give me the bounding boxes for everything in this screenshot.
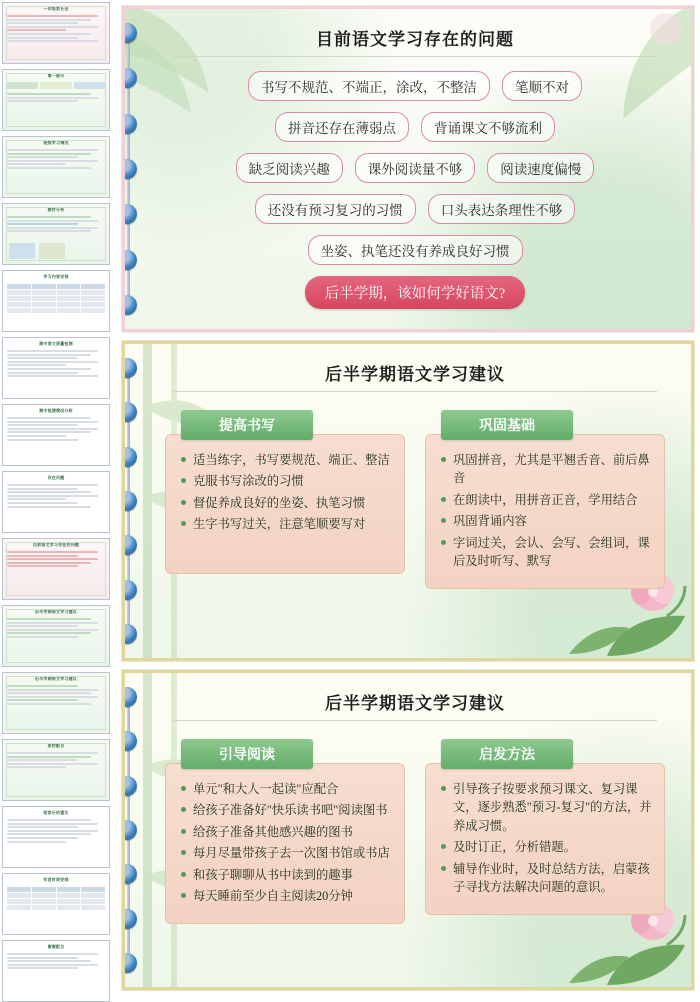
slide-thumbnail[interactable]: [2, 270, 110, 332]
slide-thumbnail[interactable]: [2, 739, 110, 801]
thumb-title: 后半学期语文学习建议: [35, 676, 77, 681]
thumb-body: [3, 953, 109, 969]
suggestion-panel: [165, 410, 405, 589]
list-item: 克服书写涂改的习惯: [180, 472, 392, 490]
problem-chip-rows: [159, 71, 671, 265]
list-item: 给孩子准备好"快乐读书吧"阅读图书: [180, 801, 392, 819]
problem-chip-row: [159, 112, 671, 142]
slide-thumbnail[interactable]: [2, 940, 110, 1002]
thumb-title: 期中语文质量检测: [39, 341, 73, 346]
panel-list: [180, 780, 392, 906]
suggestion-panels: [159, 410, 671, 589]
problem-chip[interactable]: 笔顺不对: [502, 71, 582, 101]
list-item: 辅导作业时，及时总结方法，启蒙孩子寻找方法解决问题的意识。: [440, 860, 652, 897]
panel-body: [425, 763, 665, 915]
slide-thumbnail[interactable]: [2, 337, 110, 399]
suggestion-panel: [425, 739, 665, 924]
thumb-body: [3, 350, 109, 377]
thumb-title: 班级学习情况: [43, 140, 69, 145]
suggestion-panel: [425, 410, 665, 589]
panel-list: [440, 451, 652, 571]
thumb-title: 第一部分: [47, 73, 65, 78]
list-item: 和孩子聊聊从书中读到的趣事: [180, 866, 392, 884]
thumb-table: [7, 284, 105, 313]
problem-chip[interactable]: 书写不规范、不端正，涂改，不整洁: [248, 71, 490, 101]
problem-chip[interactable]: 缺乏阅读兴趣: [236, 153, 343, 183]
thumb-title: 教材分析: [47, 207, 65, 212]
call-to-action-banner[interactable]: 后半学期，该如何学好语文?: [305, 276, 525, 309]
suggestion-panels: [159, 739, 671, 924]
slide-thumbnail[interactable]: [2, 69, 110, 131]
slide-suggestions-writing-basics[interactable]: [122, 341, 694, 661]
slide-thumbnail[interactable]: [2, 203, 110, 265]
slide-thumbnail[interactable]: [2, 873, 110, 935]
slide-thumbnail-rail[interactable]: [0, 0, 116, 1000]
list-item: 督促养成良好的坐姿、执笔习惯: [180, 494, 392, 512]
thumb-frame: [6, 609, 106, 663]
list-item: 字词过关，会认、会写、会组词，课后及时听写、默写: [440, 534, 652, 571]
list-item: 巩固背诵内容: [440, 512, 652, 530]
problem-chip-row: [159, 194, 671, 224]
panel-list: [180, 451, 392, 534]
thumb-frame: [6, 676, 106, 730]
panel-list: [440, 780, 652, 897]
slide-title: 目前语文学习存在的问题: [173, 25, 657, 57]
list-item: 巩固拼音，尤其是平翘舌音、前后鼻音: [440, 451, 652, 488]
slide-title: 后半学期语文学习建议: [173, 689, 657, 721]
panel-heading: 引导阅读: [181, 739, 313, 769]
panel-body: [425, 434, 665, 589]
thumb-frame: [6, 743, 106, 797]
thumb-frame: [6, 73, 106, 127]
thumb-frame: [6, 6, 106, 60]
problem-chip-row: [159, 71, 671, 101]
thumb-title: 后半学期语文学习建议: [35, 609, 77, 614]
problem-chip[interactable]: 阅读速度偏慢: [487, 153, 594, 183]
thumb-table: [7, 887, 105, 910]
list-item: 引导孩子按要求预习课文、复习课文，逐步熟悉"预习-复习"的方法，并养成习惯。: [440, 780, 652, 835]
slide-suggestions-reading-methods[interactable]: [122, 670, 694, 990]
slide-thumbnail[interactable]: [2, 806, 110, 868]
list-item: 在朗读中，用拼音正音，学用结合: [440, 491, 652, 509]
panel-heading: 启发方法: [441, 739, 573, 769]
thumb-body: [3, 484, 109, 508]
problem-chip[interactable]: 口头表达条理性不够: [428, 194, 576, 224]
panel-body: [165, 763, 405, 924]
thumb-title: 目前语文学习存在的问题: [32, 542, 80, 547]
thumb-frame: [6, 140, 106, 194]
problem-chip[interactable]: 背诵课文不够流利: [421, 112, 555, 142]
thumb-frame: [6, 542, 106, 596]
panel-heading: 巩固基础: [441, 410, 573, 440]
list-item: 及时订正，分析错题。: [440, 838, 652, 856]
slide-list: [122, 6, 694, 999]
list-item: 给孩子准备其他感兴趣的图书: [180, 823, 392, 841]
call-to-action-row: [159, 276, 671, 309]
thumb-title: 一年级家长会: [43, 6, 69, 11]
suggestion-panel: [165, 739, 405, 924]
thumb-body: [3, 417, 109, 441]
thumb-title: 存在问题: [47, 475, 65, 480]
slide-thumbnail[interactable]: [2, 404, 110, 466]
thumb-title: 期中检测情况分析: [39, 408, 73, 413]
panel-heading: 提高书写: [181, 410, 313, 440]
list-item: 每月尽量带孩子去一次图书馆或书店: [180, 844, 392, 862]
thumb-title: 学习内容安排: [43, 274, 69, 279]
thumb-title: 给家长的建议: [43, 810, 69, 815]
slide-thumbnail[interactable]: [2, 2, 110, 64]
slide-title: 后半学期语文学习建议: [173, 360, 657, 392]
slide-thumbnail[interactable]: [2, 471, 110, 533]
list-item: 每天睡前至少自主阅读20分钟: [180, 887, 392, 905]
thumb-title: 家校配合: [47, 743, 65, 748]
problem-chip-row: [159, 235, 671, 265]
list-item: 生字书写过关，注意笔顺要写对: [180, 515, 392, 533]
slide-thumbnail[interactable]: [2, 605, 110, 667]
problem-chip-row: [159, 153, 671, 183]
slide-thumbnail[interactable]: [2, 136, 110, 198]
panel-body: [165, 434, 405, 574]
list-item: 适当练字，书写要规范、端正、整洁: [180, 451, 392, 469]
list-item: 单元"和大人一起读"应配合: [180, 780, 392, 798]
problem-chip[interactable]: 拼音还存在薄弱点: [275, 112, 409, 142]
slide-thumbnail[interactable]: [2, 672, 110, 734]
problem-chip[interactable]: 还没有预习复习的习惯: [255, 194, 416, 224]
slide-problems[interactable]: [122, 6, 694, 332]
slide-thumbnail[interactable]: [2, 538, 110, 600]
thumb-body: [3, 819, 109, 843]
thumb-title: 作息时间安排: [43, 877, 69, 882]
thumb-title: 谢谢配合: [47, 944, 65, 949]
problem-chip[interactable]: 坐姿、执笔还没有养成良好习惯: [308, 235, 523, 265]
problem-chip[interactable]: 课外阅读量不够: [355, 153, 476, 183]
